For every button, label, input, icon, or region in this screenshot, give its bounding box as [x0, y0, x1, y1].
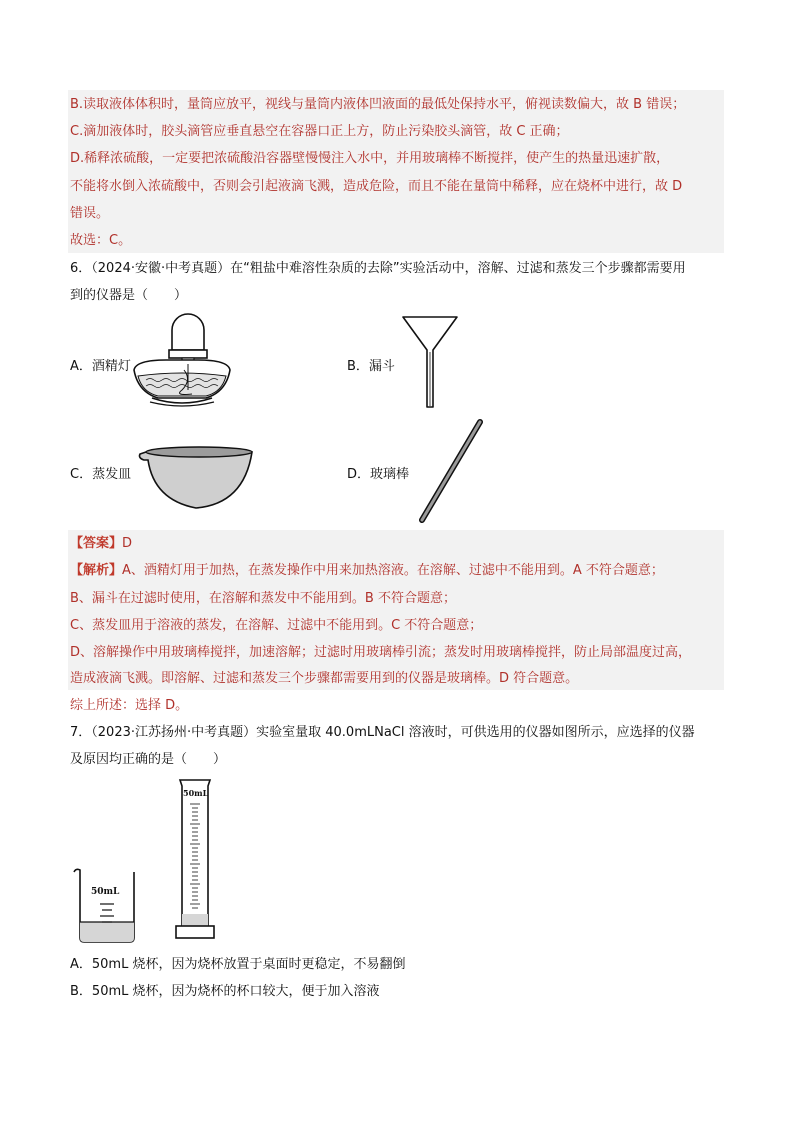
- prev-analysis-line-b: B.读取液体体积时，量筒应放平，视线与量筒内液体凹液面的最低处保持水平，俯视读数偏大，故 B 错误；: [70, 97, 686, 112]
- q6-analysis-line2: B、漏斗在过滤时使用，在溶解和蒸发中不能用到。B 不符合题意；: [70, 591, 456, 606]
- q6-analysis-line1: [70, 562, 664, 580]
- q6-stem-line1: 6．（2024·安徽·中考真题）在“粗盐中难溶性杂质的去除”实验活动中，溶解、过滤和蒸发三个步骤都需要用: [70, 261, 686, 276]
- answer-value: D: [122, 536, 133, 551]
- prev-analysis-select: 故选：C。: [70, 233, 132, 248]
- q7-stem-line2: 及原因均正确的是（ ）: [70, 752, 227, 767]
- q7-stem-line1: 7．（2023·江苏扬州·中考真题）实验室量取 40.0mLNaCl 溶液时，可供选用的仪器如图所示，应选择的仪器: [70, 725, 695, 740]
- q6-option-c: C．蒸发皿: [70, 467, 132, 482]
- cylinder-label: 50mL: [183, 788, 209, 798]
- beaker-icon: [70, 864, 142, 946]
- analysis-tag: 【解析】: [70, 563, 123, 578]
- q7-option-a: A．50mL 烧杯，因为烧杯放置于桌面时更稳定，不易翻倒: [70, 957, 406, 972]
- q6-option-a: A．酒精灯: [70, 359, 131, 374]
- prev-analysis-background: [68, 90, 724, 253]
- q6-analysis-background: [68, 530, 724, 690]
- prev-analysis-line-c: C.滴加液体时，胶头滴管应垂直悬空在容器口正上方，防止污染胶头滴管，故 C 正确；: [70, 124, 569, 139]
- evaporating-dish-icon: [132, 440, 262, 515]
- funnel-icon: [395, 312, 465, 412]
- q6-analysis-line4: D、溶解操作中用玻璃棒搅拌，加速溶解；过滤时用玻璃棒引流；蒸发时用玻璃棒搅拌，防止局部温度过高，: [70, 645, 692, 660]
- q6-analysis-line3: C、蒸发皿用于溶液的蒸发，在溶解、过滤中不能用到。C 不符合题意；: [70, 618, 483, 633]
- graduated-cylinder-icon: [170, 776, 220, 946]
- answer-tag: 【答案】: [70, 536, 123, 551]
- alcohol-lamp-icon: [132, 310, 232, 410]
- prev-analysis-line-d1: D.稀释浓硫酸，一定要把浓硫酸沿容器壁慢慢注入水中，并用玻璃棒不断搅拌，使产生的热量迅速扩散，: [70, 151, 670, 166]
- prev-analysis-line-d2: 不能将水倒入浓硫酸中，否则会引起液滴飞溅，造成危险，而且不能在量筒中稀释，应在烧杯中进行，故 D: [70, 179, 683, 194]
- beaker-label: 50mL: [91, 887, 120, 897]
- q6-option-d: D．玻璃棒: [347, 467, 410, 482]
- prev-analysis-line-d3: 错误。: [70, 206, 110, 221]
- q7-option-b: B．50mL 烧杯，因为烧杯的杯口较大，便于加入溶液: [70, 984, 380, 999]
- q6-analysis-line6: 综上所述：选择 D。: [70, 698, 189, 713]
- analysis-text-1: A、酒精灯用于加热，在蒸发操作中用来加热溶液。在溶解、过滤中不能用到。A 不符合题意；: [122, 563, 664, 578]
- glass-rod-icon: [410, 416, 490, 528]
- q6-answer: [70, 535, 132, 553]
- q6-option-b: B．漏斗: [347, 359, 395, 374]
- q6-stem-line2: 到的仪器是（ ）: [70, 288, 188, 303]
- q6-analysis-line5: 造成液滴飞溅。即溶解、过滤和蒸发三个步骤都需要用到的仪器是玻璃棒。D 符合题意。: [70, 671, 579, 686]
